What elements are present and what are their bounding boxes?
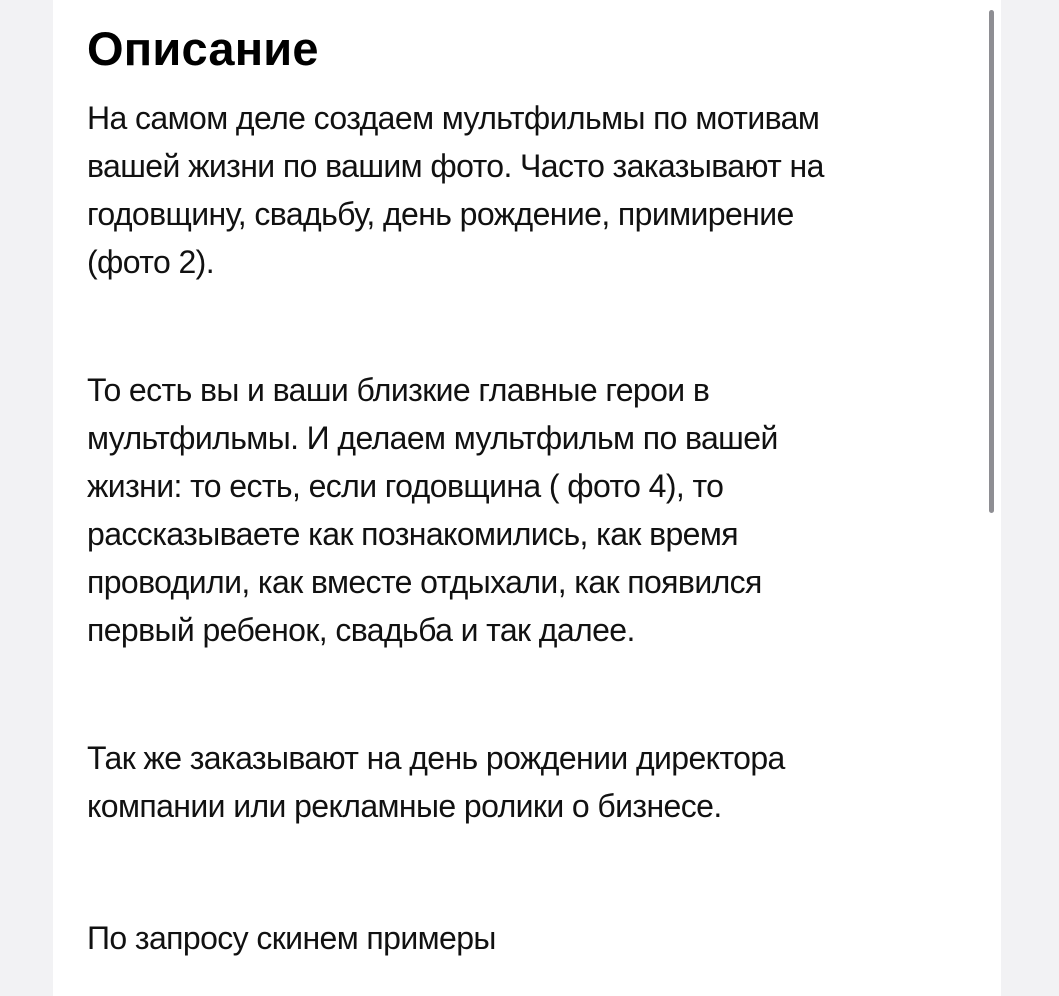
description-paragraph-1 bbox=[87, 94, 947, 286]
paragraph-line: (фото 2). bbox=[87, 244, 215, 280]
paragraph-line: По запросу скинем примеры bbox=[87, 920, 496, 956]
description-paragraph-2 bbox=[87, 366, 947, 654]
paragraph-line: компании или рекламные ролики о бизнесе. bbox=[87, 788, 722, 824]
paragraph-line: вашей жизни по вашим фото. Часто заказывают на bbox=[87, 148, 824, 184]
paragraph-line: жизни: то есть, если годовщина ( фото 4), то bbox=[87, 468, 724, 504]
paragraph-line: проводили, как вместе отдыхали, как появился bbox=[87, 564, 762, 600]
paragraph-line: На самом деле создаем мультфильмы по мотивам bbox=[87, 100, 820, 136]
vertical-scrollbar[interactable] bbox=[986, 10, 996, 515]
scrollbar-thumb[interactable] bbox=[989, 10, 994, 513]
paragraph-line: То есть вы и ваши близкие главные герои в bbox=[87, 372, 710, 408]
paragraph-line: мультфильмы. И делаем мультфильм по вашей bbox=[87, 420, 778, 456]
description-title: Описание bbox=[87, 22, 319, 75]
description-paragraph-3 bbox=[87, 734, 947, 830]
description-paragraph-4 bbox=[87, 914, 947, 962]
paragraph-line: Так же заказывают на день рождении директора bbox=[87, 740, 785, 776]
paragraph-line: первый ребенок, свадьба и так далее. bbox=[87, 612, 635, 648]
paragraph-line: рассказываете как познакомились, как время bbox=[87, 516, 739, 552]
paragraph-line: годовщину, свадьбу, день рождение, примирение bbox=[87, 196, 794, 232]
